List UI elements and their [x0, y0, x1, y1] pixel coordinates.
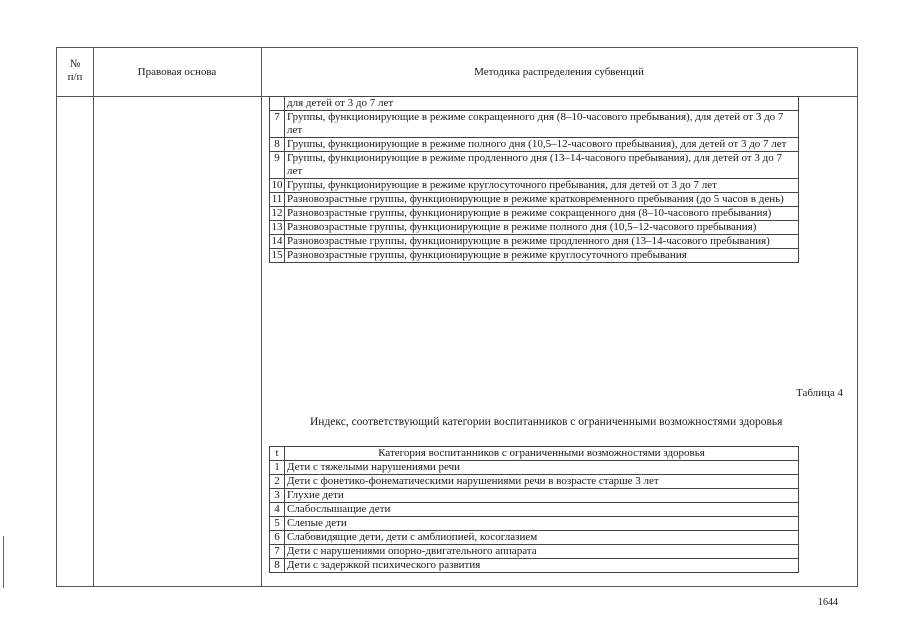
groups-row	[270, 235, 799, 249]
row-text: Разновозрастные группы, функционирующие в режиме продленного дня (13–14-часового пребывания)	[285, 235, 799, 249]
header-col-legal: Правовая основа	[137, 66, 217, 78]
table4-header-row	[270, 447, 799, 461]
row-text: Дети с задержкой психического развития	[285, 559, 799, 573]
row-text: Слабовидящие дети, дети с амблиопией, косоглазием	[285, 531, 799, 545]
column-divider-1	[93, 48, 94, 586]
table4-row	[270, 531, 799, 545]
groups-row	[270, 249, 799, 263]
row-number	[270, 97, 285, 111]
groups-row	[270, 193, 799, 207]
column-divider-2	[261, 48, 262, 586]
row-number: 2	[270, 475, 285, 489]
row-number: 8	[270, 559, 285, 573]
groups-table	[269, 96, 799, 263]
table4-header-category: Категория воспитанников с ограниченными возможностями здоровья	[285, 447, 799, 461]
row-number: 10	[271, 179, 283, 191]
row-text: Дети с нарушениями опорно-двигательного аппарата	[285, 545, 799, 559]
row-text: Разновозрастные группы, функционирующие в режиме сокращенного дня (8–10-часового пребывания)	[285, 207, 799, 221]
row-number: 15	[271, 249, 283, 261]
row-text: Разновозрастные группы, функционирующие в режиме полного дня (10,5–12-часового пребывания)	[285, 221, 799, 235]
row-text: Дети с фонетико-фонематическими нарушениями речи в возрасте старше 3 лет	[285, 475, 799, 489]
row-number: 13	[271, 221, 283, 233]
row-number: 6	[270, 531, 285, 545]
groups-row	[270, 152, 799, 179]
row-text: Разновозрастные группы, функционирующие в режиме круглосуточного пребывания	[285, 249, 799, 263]
table4-row	[270, 461, 799, 475]
row-text: Разновозрастные группы, функционирующие в режиме кратковременного пребывания (до 5 часов в день)	[285, 193, 799, 207]
table4-header-t: t	[270, 447, 285, 461]
row-number: 7	[270, 545, 285, 559]
table4-label: Таблица 4	[796, 387, 844, 399]
table4-row	[270, 503, 799, 517]
table4	[269, 446, 799, 573]
row-text: Группы, функционирующие в режиме продленного дня (13–14-часового пребывания), для детей от 3 до 7 лет	[285, 152, 799, 179]
row-text: Группы, функционирующие в режиме сокращенного дня (8–10-часового пребывания), для детей от 3 до 7 лет	[285, 111, 799, 138]
row-number: 12	[271, 207, 283, 219]
table4-row	[270, 517, 799, 531]
row-number: 3	[270, 489, 285, 503]
row-number: 14	[271, 235, 283, 247]
page-number: 1644	[818, 597, 838, 608]
table4-title: Индекс, соответствующий категории воспитанников с ограниченными возможностями здоровья	[310, 416, 783, 428]
row-number: 4	[270, 503, 285, 517]
header-col-method: Методика распределения субвенций	[474, 66, 644, 78]
groups-row	[270, 97, 799, 111]
table4-row	[270, 545, 799, 559]
row-text: Группы, функционирующие в режиме полного дня (10,5–12-часового пребывания), для детей от 3 до 7 лет	[285, 138, 799, 152]
table4-row	[270, 475, 799, 489]
row-text: Слепые дети	[285, 517, 799, 531]
groups-row	[270, 138, 799, 152]
groups-row	[270, 179, 799, 193]
row-text: Дети с тяжелыми нарушениями речи	[285, 461, 799, 475]
row-number: 11	[270, 193, 285, 207]
row-number: 9	[270, 152, 285, 179]
row-text: для детей от 3 до 7 лет	[285, 97, 799, 111]
row-number: 1	[270, 461, 285, 475]
row-text: Глухие дети	[285, 489, 799, 503]
row-text: Слабослышащие дети	[285, 503, 799, 517]
groups-row	[270, 221, 799, 235]
row-number: 5	[270, 517, 285, 531]
table4-row	[270, 559, 799, 573]
header-col-num: № п/п	[67, 58, 83, 83]
row-number: 8	[270, 138, 285, 152]
groups-row	[270, 111, 799, 138]
row-number: 7	[270, 111, 285, 138]
table4-row	[270, 489, 799, 503]
scan-edge-mark	[3, 536, 4, 588]
row-text: Группы, функционирующие в режиме круглосуточного пребывания, для детей от 3 до 7 лет	[285, 179, 799, 193]
groups-row	[270, 207, 799, 221]
